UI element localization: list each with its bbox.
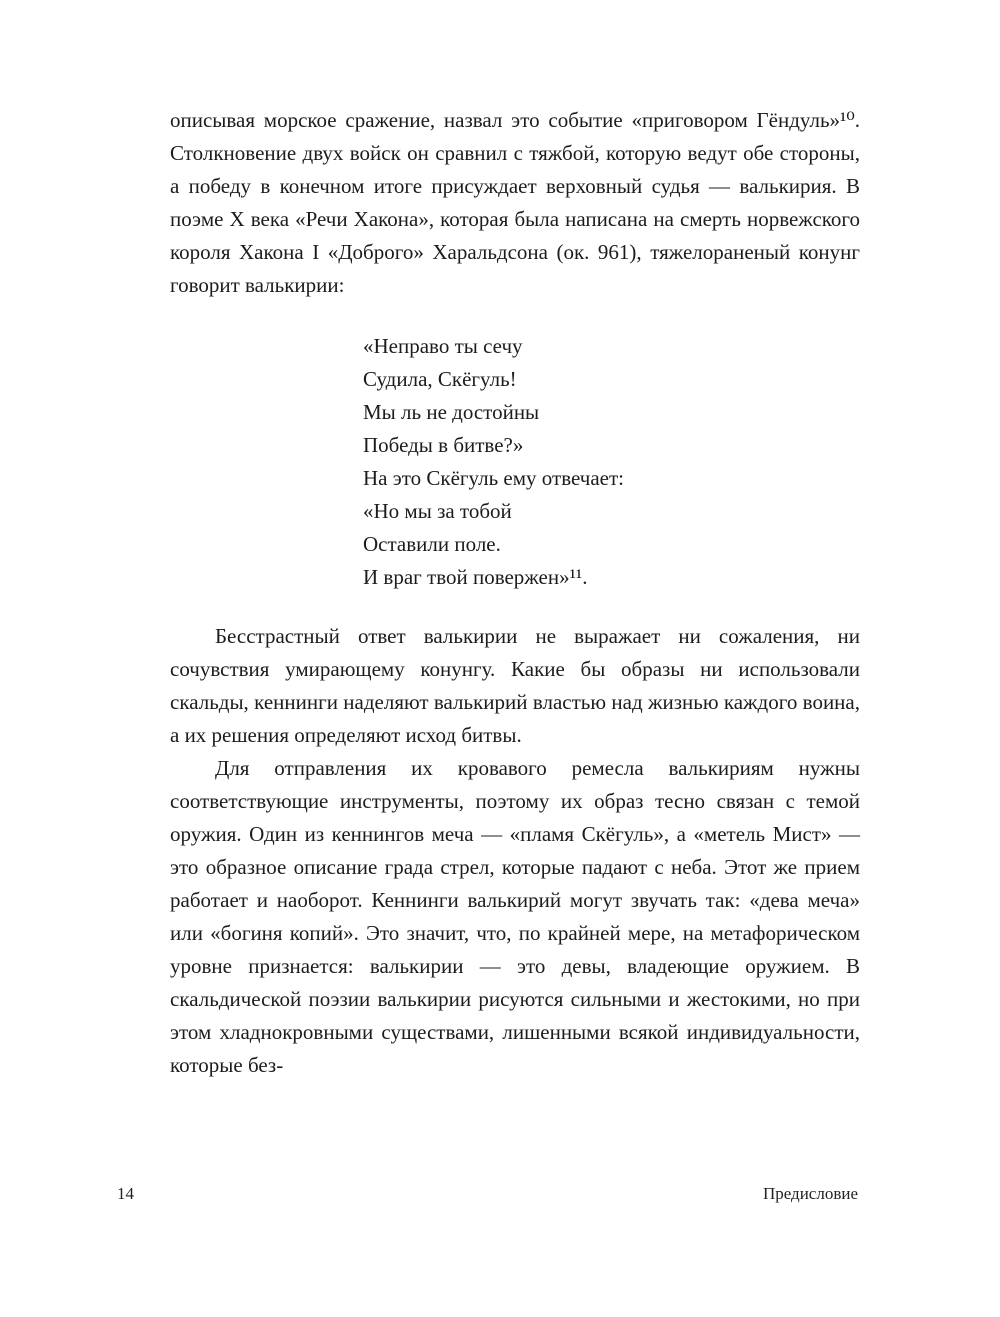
- verse-line: Мы ль не достойны: [363, 400, 540, 424]
- verse-line: И враг твой повержен»¹¹.: [363, 565, 588, 589]
- running-title: Предисловие: [762, 1184, 858, 1203]
- verse-line: На это Скёгуль ему отвечает:: [363, 466, 624, 490]
- paragraph: Для отправления их кровавого ремесла валькириям нужны соответствующие инструменты, поэтому их образ тесно связан с темой оружия. Один из кеннингов меча — «пламя Скёгуль», а «метель Мист» — это образное описание града стрел, которые падают с неба. Этот же прием работает и наоборот. Кеннинги валькирий могут звучать так: «дева меча» или «богиня копий». Это значит, что, по крайней мере, на метафорическом уровне признается: валькирии — это девы, владеющие оружием. В скальдической поэзии валькирии рисуются сильными и жестокими, но при этом хладнокровными существами, лишенными всякой индивидуальности, которые без-: [170, 756, 860, 1077]
- page-number: 14: [117, 1184, 134, 1203]
- paragraph: Бесстрастный ответ валькирии не выражает ни сожаления, ни сочувствия умирающему конунгу. Какие бы образы ни использовали скальды, кеннинги наделяют валькирий властью над жизнью каждого воина, а их решения определяют исход битвы.: [170, 624, 860, 747]
- verse-line: Судила, Скёгуль!: [363, 367, 517, 391]
- paragraph-continuation: описывая морское сражение, назвал это событие «приговором Гёндуль»¹⁰. Столкновение двух войск он сравнил с тяжбой, которую ведут обе стороны, а победу в конечном итоге присуждает верховный судья — валькирия. В поэме X века «Речи Хакона», которая была написана на смерть норвежского короля Хакона I «Доброго» Харальдсона (ок. 961), тяжелораненый конунг говорит валькирии:: [170, 108, 860, 297]
- verse-line: «Неправо ты сечу: [363, 334, 523, 358]
- verse-block: [363, 330, 860, 594]
- verse-line: Оставили поле.: [363, 532, 501, 556]
- page-footer: [117, 1183, 858, 1205]
- verse-line: Победы в битве?»: [363, 433, 524, 457]
- verse-line: «Но мы за тобой: [363, 499, 512, 523]
- page-body: [170, 104, 860, 1082]
